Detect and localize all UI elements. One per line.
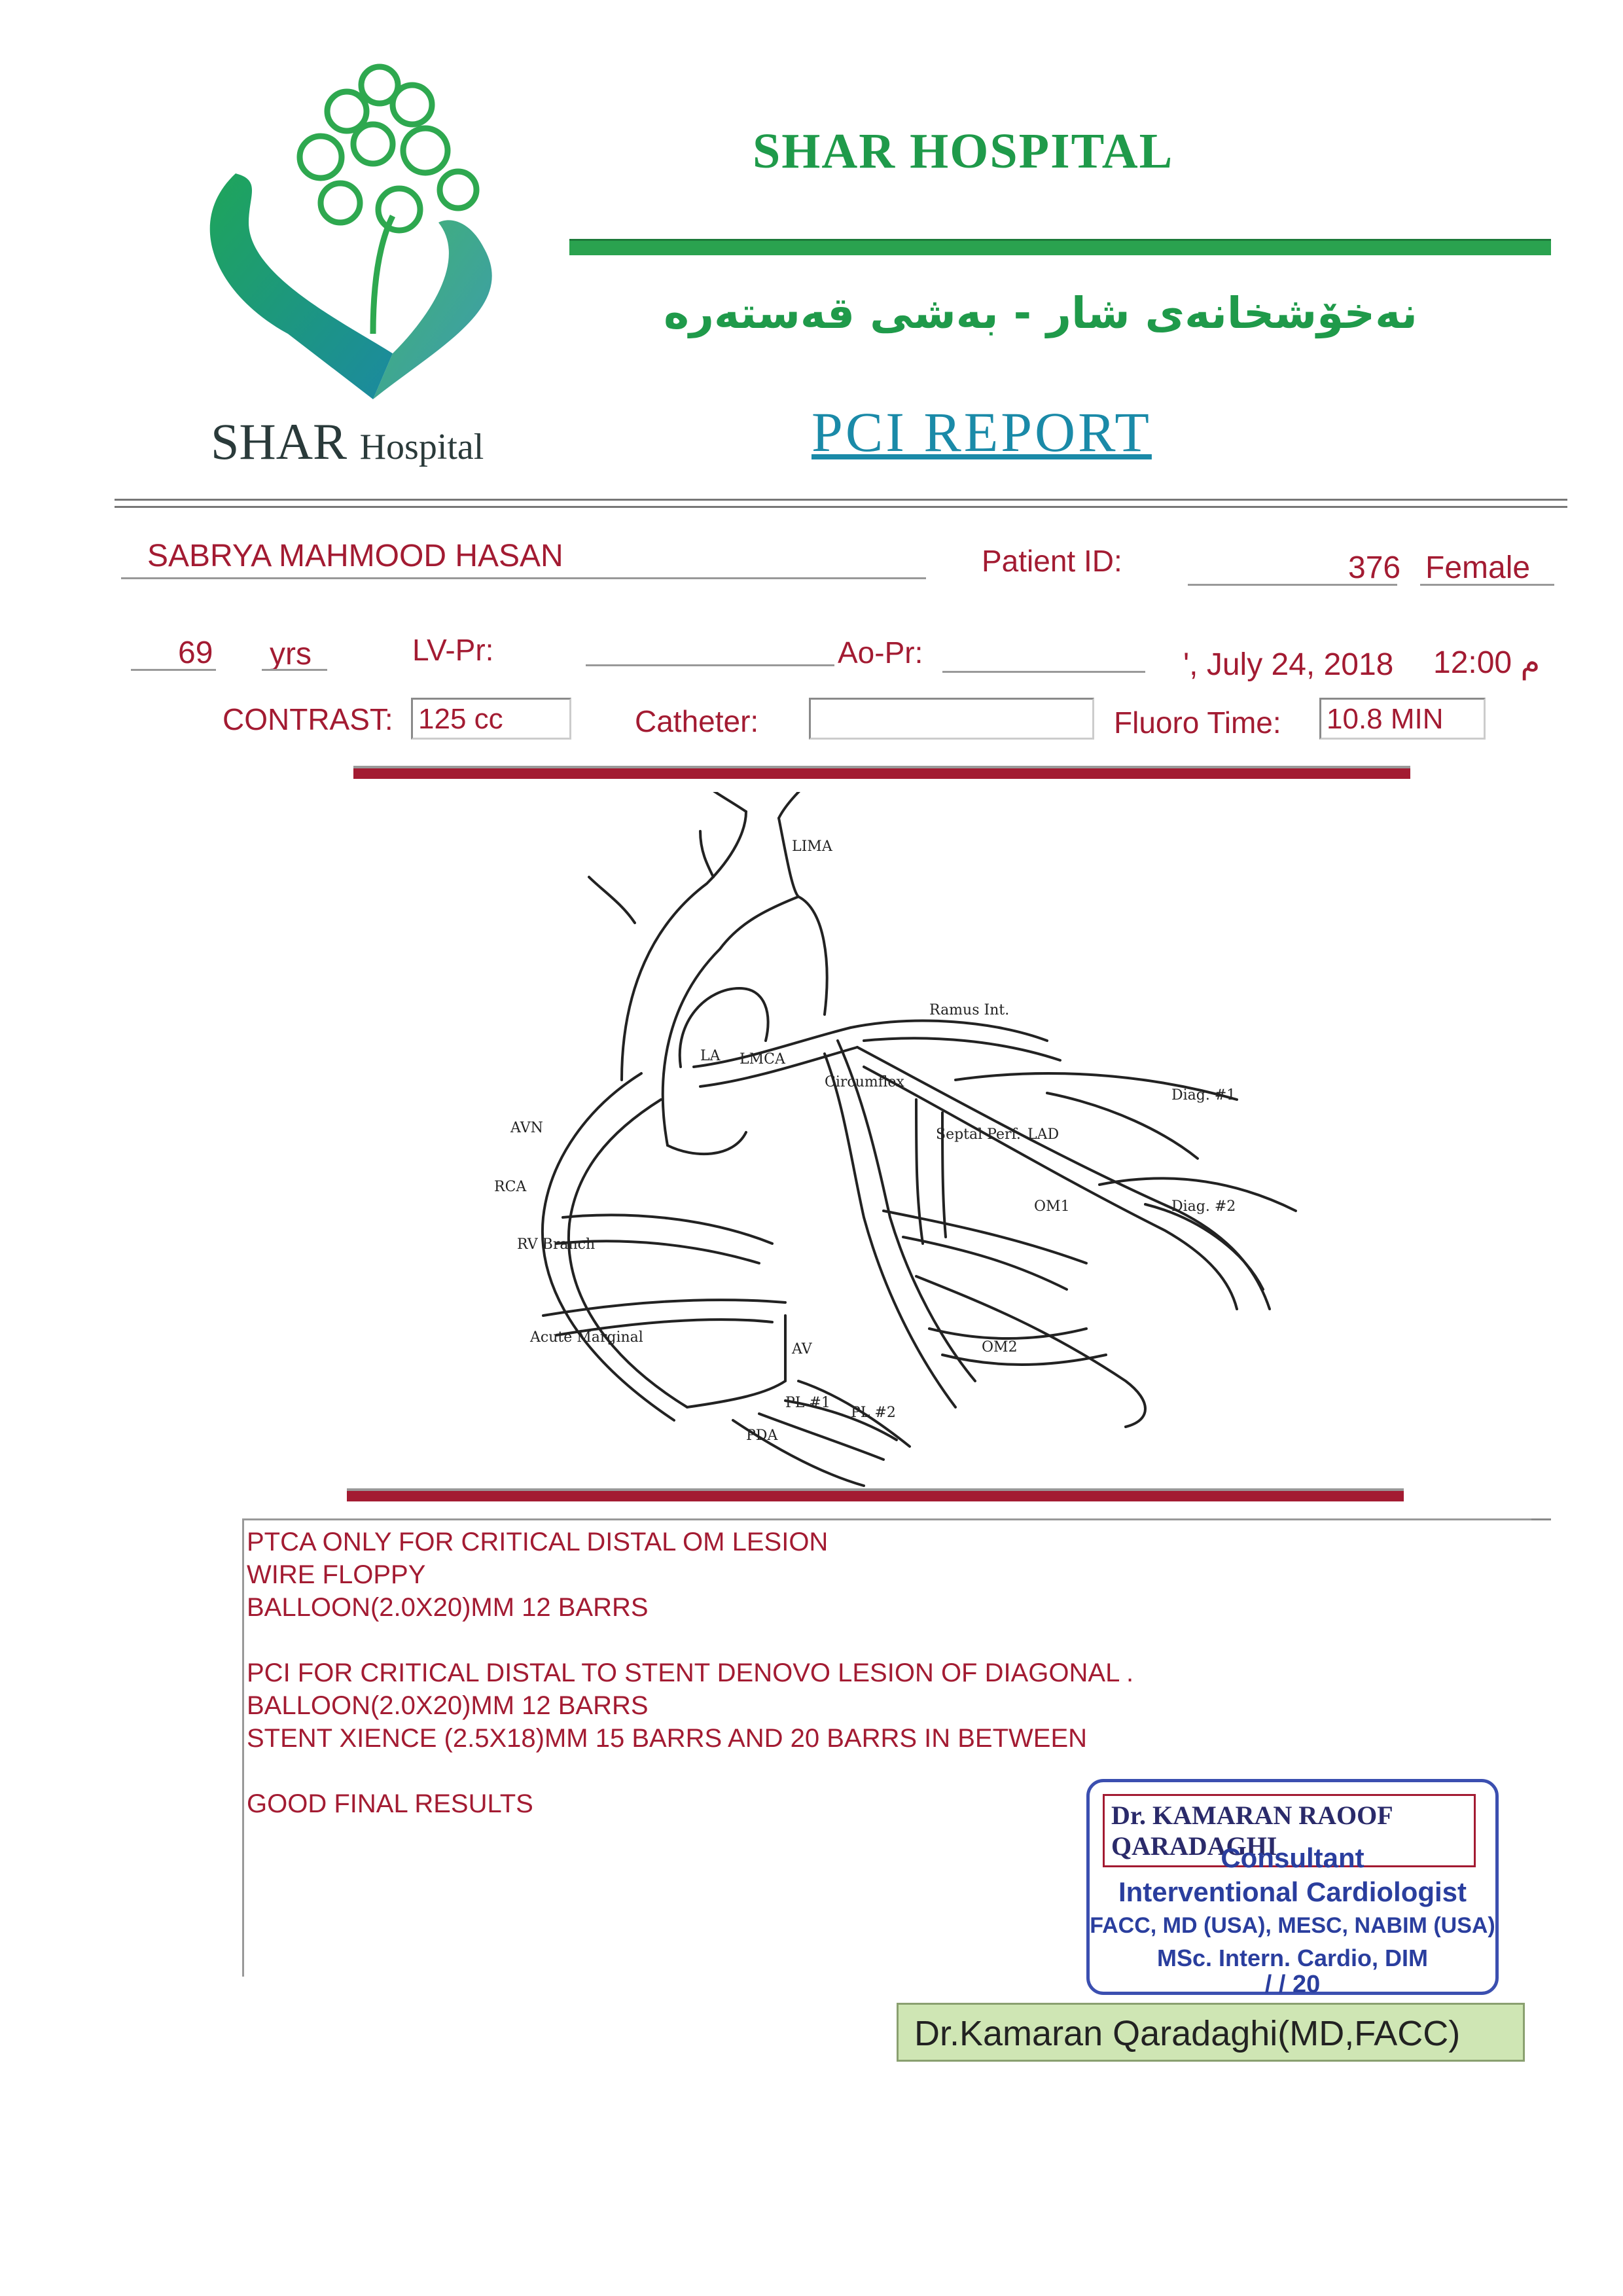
- label-pda: PDA: [746, 1427, 778, 1444]
- patient-id-value: 376: [1348, 550, 1401, 585]
- upper-red-divider: [353, 766, 1410, 779]
- lower-red-divider: [347, 1488, 1404, 1501]
- age-unit: yrs: [270, 637, 312, 672]
- label-lad: LAD: [1027, 1126, 1060, 1143]
- label-rca: RCA: [494, 1179, 527, 1195]
- sex-underline: [1420, 584, 1554, 586]
- name-underline: [121, 577, 926, 579]
- stamp-doctor-name: Dr. KAMARAN RAOOF QARADAGHI: [1103, 1794, 1476, 1867]
- note-line: PTCA ONLY FOR CRITICAL DISTAL OM LESION: [247, 1528, 829, 1556]
- ao-pressure-label: Ao-Pr:: [838, 636, 923, 670]
- catheter-field: [809, 698, 1094, 740]
- label-ramus: Ramus Int.: [929, 1002, 1010, 1018]
- note-line: STENT XIENCE (2.5X18)MM 15 BARRS AND 20 BARRS IN BETWEEN: [247, 1724, 1088, 1753]
- id-underline: [1188, 584, 1397, 586]
- green-divider: [569, 239, 1551, 255]
- lv-pressure-label: LV-Pr:: [412, 633, 494, 667]
- contrast-label: CONTRAST:: [223, 702, 393, 736]
- procedure-time: م 12:00: [1433, 645, 1541, 680]
- label-pl1: PL #1: [785, 1395, 830, 1411]
- label-acute-marginal: Acute Marginal: [530, 1329, 643, 1346]
- age-underline: [131, 669, 216, 671]
- stamp-date-blank: / / 20: [1264, 1971, 1321, 1998]
- hospital-logo: [177, 59, 582, 412]
- note-line: WIRE FLOPPY: [247, 1560, 426, 1589]
- fluoro-time-field: 10.8 MIN: [1319, 698, 1486, 740]
- lv-pressure-field: [586, 664, 834, 666]
- fluoro-time-label: Fluoro Time:: [1114, 706, 1281, 740]
- label-diag2: Diag. #2: [1171, 1198, 1236, 1215]
- doctor-stamp: [1086, 1779, 1499, 1998]
- unit-underline: [262, 669, 327, 671]
- label-la: LA: [700, 1048, 721, 1064]
- catheter-label: Catheter:: [635, 704, 759, 738]
- header-divider: [115, 499, 1567, 508]
- logo-text: SHAR Hospital: [211, 413, 484, 470]
- procedure-date: ', July 24, 2018: [1183, 647, 1394, 682]
- note-line: GOOD FINAL RESULTS: [247, 1789, 533, 1818]
- note-line: PCI FOR CRITICAL DISTAL TO STENT DENOVO LESION OF DIAGONAL .: [247, 1659, 1134, 1687]
- coronary-diagram: [458, 792, 1342, 1499]
- stamp-specialty: Interventional Cardiologist: [1118, 1876, 1467, 1907]
- kurdish-title: نەخۆشخانەی شار - بەشی قەستەرە: [664, 288, 1418, 338]
- label-av: AV: [792, 1341, 812, 1357]
- patient-age: 69: [178, 636, 213, 670]
- stamp-credentials: FACC, MD (USA), MESC, NABIM (USA): [1090, 1913, 1495, 1938]
- label-lima: LIMA: [792, 838, 832, 855]
- label-avn: AVN: [510, 1120, 543, 1136]
- label-lmca: LMCA: [740, 1051, 785, 1067]
- ao-pressure-field: [942, 671, 1145, 673]
- contrast-field: 125 cc: [411, 698, 571, 740]
- stamp-degrees: MSc. Intern. Cardio, DIM: [1156, 1945, 1429, 1971]
- report-title: PCI REPORT: [812, 401, 1152, 463]
- patient-name: SABRYA MAHMOOD HASAN: [147, 539, 563, 573]
- stamp-title: Consultant: [1221, 1842, 1364, 1873]
- label-om2: OM2: [982, 1339, 1018, 1355]
- label-pl2: PL #2: [851, 1405, 896, 1421]
- signature-box: Dr.Kamaran Qaradaghi(MD,FACC): [897, 2003, 1525, 2062]
- hospital-name: SHAR HOSPITAL: [753, 124, 1174, 179]
- label-rv-branch: RV Branch: [517, 1236, 596, 1253]
- label-circumflex: Circumflex: [825, 1074, 904, 1090]
- label-septal: Septal Perf.: [936, 1126, 1021, 1143]
- label-diag1: Diag. #1: [1171, 1087, 1236, 1103]
- note-line: BALLOON(2.0X20)MM 12 BARRS: [247, 1593, 649, 1622]
- patient-sex: Female: [1425, 550, 1531, 585]
- label-om1: OM1: [1034, 1198, 1070, 1215]
- patient-id-label: Patient ID:: [982, 544, 1122, 578]
- note-line: BALLOON(2.0X20)MM 12 BARRS: [247, 1691, 649, 1720]
